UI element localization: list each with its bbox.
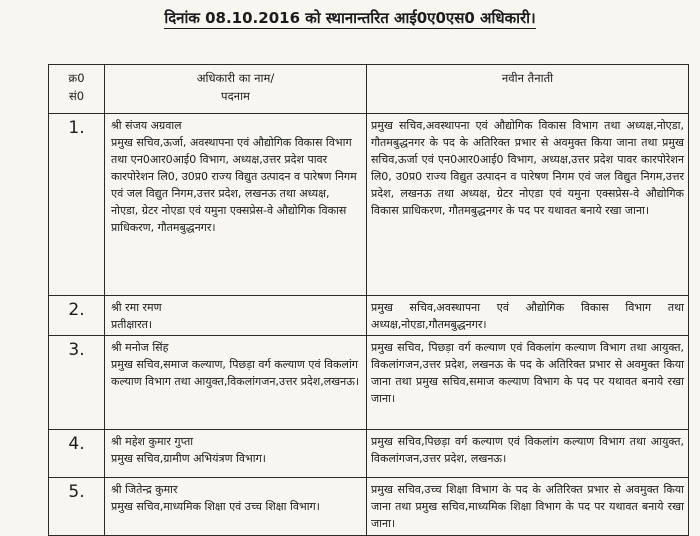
officer-name: श्री महेश कुमार गुप्ता — [111, 435, 194, 448]
row-officer — [105, 114, 367, 296]
row-officer — [105, 296, 367, 336]
header-name-line2: पदनाम — [221, 89, 250, 103]
header-sno-line2: सं0 — [68, 89, 85, 103]
table-row — [49, 430, 689, 478]
row-sno: 5. — [49, 478, 105, 536]
document-title — [0, 8, 700, 28]
officer-designation: प्रतीक्षारत। — [111, 318, 153, 331]
table-row — [49, 114, 689, 296]
row-sno: 3. — [49, 336, 105, 430]
row-new-posting: प्रमुख सचिव,उच्च शिक्षा विभाग के पद के अतिरिक्त प्रभार से अवमुक्त किया जाना तथा प्रमुख सचिव,माध्यमिक शिक्षा विभाग के पद पर यथावत बनाये रखा जाना। — [367, 478, 689, 536]
table-row — [49, 336, 689, 430]
row-officer — [105, 336, 367, 430]
row-new-posting: प्रमुख सचिव,अवस्थापना एवं औद्योगिक विकास विभाग तथा अध्यक्ष,नोएडा, गौतमबुद्धनगर के पद के अतिरिक्त प्रभार से अवमुक्त किया जाना तथा प्रमुख सचिव,ऊर्जा एवं एन0आर0आई0 विभाग, अध्यक्ष,उत्तर प्रदेश पावर कारपोरेशन लि0, उ0प्र0 राज्य विद्युत उत्पादन व पारेषण निगम एवं जल विद्युत निगम,उत्तर प्रदेश, लखनऊ तथा अध्यक्ष, ग्रेटर नोएडा एवं यमुना एक्सप्रेस-वे औद्योगिक विकास प्राधिकरण, गौतमबुद्धनगर के पद पर यथावत बनाये रखा जाना। — [367, 114, 689, 296]
header-sno — [49, 65, 105, 114]
table-row — [49, 478, 689, 536]
row-sno: 2. — [49, 296, 105, 336]
row-new-posting: प्रमुख सचिव, पिछड़ा वर्ग कल्याण एवं विकलांग कल्याण विभाग तथा आयुक्त, विकलांगजन,उत्तर प्रदेश, लखनऊ के पद के अतिरिक्त प्रभार से अवमुक्त किया जाना तथा प्रमुख सचिव,समाज कल्याण विभाग के पद पर यथावत बनाये रखा जाना। — [367, 336, 689, 430]
officer-name: श्री मनोज सिंह — [111, 341, 169, 354]
officer-designation: प्रमुख सचिव,माध्यमिक शिक्षा एवं उच्च शिक्षा विभाग। — [111, 500, 320, 513]
row-officer — [105, 478, 367, 536]
officers-table — [48, 64, 689, 536]
header-posting: नवीन तैनाती — [367, 65, 689, 114]
officer-designation: प्रमुख सचिव,ग्रामीण अभियंत्रण विभाग। — [111, 452, 266, 465]
header-name-line1: अधिकारी का नाम/ — [196, 71, 275, 85]
officer-designation: प्रमुख सचिव,ऊर्जा, अवस्थापना एवं औद्योगिक विकास विभाग तथा एन0आर0आई0 विभाग, अध्यक्ष,उत्तर प्रदेश पावर कारपोरेशन लि0, उ0प्र0 राज्य विद्युत उत्पादन व पारेषण निगम एवं जल विद्युत निगम,उत्तर प्रदेश, लखनऊ तथा अध्यक्ष, नोएडा, ग्रेटर नोएडा एवं यमुना एक्सप्रेस-वे औद्योगिक विकास प्राधिकरण, गौतमबुद्धनगर। — [111, 136, 357, 234]
header-name — [105, 65, 367, 114]
row-officer — [105, 430, 367, 478]
row-sno: 4. — [49, 430, 105, 478]
row-new-posting: प्रमुख सचिव,अवस्थापना एवं औद्योगिक विकास विभाग तथा अध्यक्ष,नोएडा,गौतमबुद्धनगर। — [367, 296, 689, 336]
officer-name: श्री रमा रमण — [111, 301, 162, 314]
document-title-text: दिनांक 08.10.2016 को स्थानान्तरित आई0ए0एस0 अधिकारी। — [164, 9, 536, 27]
row-new-posting: प्रमुख सचिव,पिछड़ा वर्ग कल्याण एवं विकलांग कल्याण विभाग तथा आयुक्त, विकलांगजन,उत्तर प्रदेश, लखनऊ। — [367, 430, 689, 478]
officer-name: श्री संजय अग्रवाल — [111, 119, 182, 132]
table-header-row — [49, 65, 689, 114]
officer-designation: प्रमुख सचिव,समाज कल्याण, पिछड़ा वर्ग कल्याण एवं विकलांग कल्याण विभाग तथा आयुक्त,विकलांगजन,उत्तर प्रदेश,लखनऊ। — [111, 358, 360, 388]
table-row — [49, 296, 689, 336]
row-sno: 1. — [49, 114, 105, 296]
officer-name: श्री जितेन्द्र कुमार — [111, 483, 178, 496]
header-sno-line1: क्र0 — [68, 71, 85, 85]
